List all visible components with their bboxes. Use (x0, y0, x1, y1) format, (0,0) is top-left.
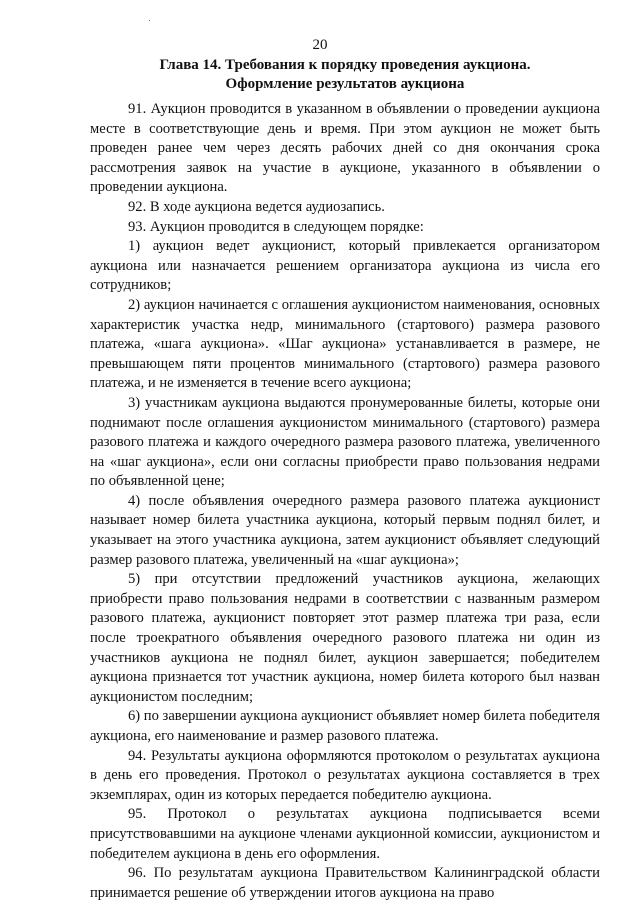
list-item-5: 5) при отсутствии предложений участников аукциона, желающих приобрести право пользования недрами в соответствии с названным размером разового платежа, аукционист повторяет этот размер платежа три раза, если после троекратного объявления очередного разового платежа ни один из участников аукциона не поднял билет, аукцион завершается; победителем аукциона признается тот участник аукциона, номер билета которого был назван аукционистом последним; (90, 571, 600, 705)
list-item-1: 1) аукцион ведет аукционист, который привлекается организатором аукциона или назначается решением организатора аукциона из числа его сотрудников; (90, 238, 600, 294)
paragraph-91: 91. Аукцион проводится в указанном в объявлении о проведении аукциона месте в соответствующие день и время. При этом аукцион не может быть проведен ранее чем через десять рабочих дней со дня окончания срока рассмотрения заявок на участие в аукционе, указанного в объявлении о проведении аукциона. (90, 101, 600, 196)
page-number: 20 (312, 37, 328, 53)
list-item-6: 6) по завершении аукциона аукционист объявляет номер билета победителя аукциона, его наименование и размер разового платежа. (90, 708, 601, 744)
body-text (90, 100, 600, 903)
list-item-4: 4) после объявления очередного размера разового платежа аукционист называет номер билета участника аукциона, который первым поднял билет, и указывает на этого участника аукциона, затем аукционист объявляет следующий размер разового платежа, увеличенный на «шаг аукциона»; (90, 492, 600, 568)
paragraph-94: 94. Результаты аукциона оформляются протоколом о результатах аукциона в день его проведения. Протокол о результатах аукциона составляется в трех экземплярах, один из которых передается победителю аукциона. (90, 747, 600, 803)
scan-speck (149, 20, 150, 21)
chapter-title-line-2: Оформление результатов аукциона (225, 76, 465, 92)
paragraph-95: 95. Протокол о результатах аукциона подписывается всеми присутствовавшими на аукционе членами аукционной комиссии, аукционистом и победителем аукциона в день его оформления. (90, 806, 600, 862)
paragraph-96: 96. По результатам аукциона Правительством Калининградской области принимается решение об утверждении итогов аукциона на право (90, 865, 600, 901)
paragraph-92: 92. В ходе аукциона ведется аудиозапись. (128, 198, 385, 215)
chapter-title-line-1: Глава 14. Требования к порядку проведения аукциона. (159, 57, 531, 73)
chapter-title (90, 56, 600, 94)
list-item-3: 3) участникам аукциона выдаются пронумерованные билеты, которые они поднимают после оглашения аукционистом минимального (стартового) размера разового платежа и каждого очередного размера разового платежа, увеличенного на «шаг аукциона», если они согласны приобрести право пользования недрами по объявленной цене; (90, 394, 600, 490)
paragraph-93: 93. Аукцион проводится в следующем порядке: (128, 218, 424, 235)
list-item-2: 2) аукцион начинается с оглашения аукционистом наименования, основных характеристик участка недр, минимального (стартового) размера разового платежа, «шага аукциона». «Шаг аукциона» устанавливается в размере, не превышающем пяти процентов минимального (стартового) размера разового платежа, и не изменяется в течение всего аукциона; (90, 296, 600, 392)
